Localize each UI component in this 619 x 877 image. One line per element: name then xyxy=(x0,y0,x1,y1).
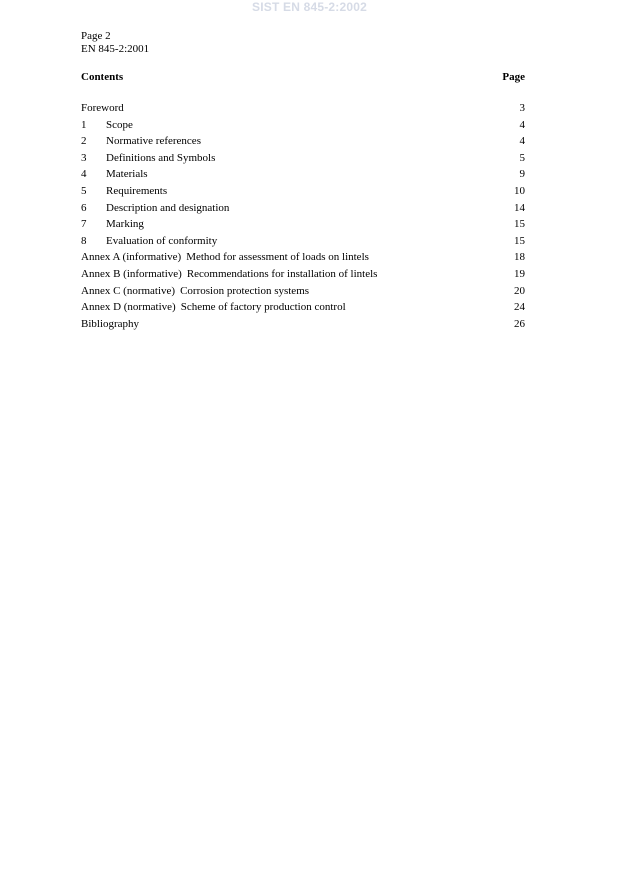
annex-label: Annex C (normative) xyxy=(81,284,176,297)
annex-label: Annex B (informative) xyxy=(81,267,182,280)
contents-title: Contents xyxy=(81,71,124,83)
toc-entry-title: Materials xyxy=(106,168,148,181)
toc-entry-title: Requirements xyxy=(106,184,168,197)
standard-id: EN 845-2:2001 xyxy=(81,43,150,55)
table-of-contents xyxy=(81,100,525,332)
toc-entry-scope[interactable] xyxy=(81,117,525,134)
toc-entry-annex-d[interactable] xyxy=(81,299,525,316)
toc-entry-number: 7 xyxy=(81,218,87,231)
toc-entry-title: Definitions and Symbols xyxy=(106,151,216,164)
toc-entry-page: 26 xyxy=(514,317,525,330)
toc-entry-page: 15 xyxy=(514,218,525,231)
annex-label: Annex A (informative) xyxy=(81,251,182,264)
contents-heading-row xyxy=(81,71,525,83)
toc-entry-evaluation[interactable] xyxy=(81,233,525,250)
toc-entry-page: 14 xyxy=(514,201,525,214)
toc-entry-page: 3 xyxy=(519,102,525,114)
toc-entry-description[interactable] xyxy=(81,200,525,217)
annex-title: Recommendations for installation of lintels xyxy=(186,267,378,280)
toc-entry-title: Description and designation xyxy=(106,201,230,214)
toc-entry-title: Marking xyxy=(106,218,144,231)
toc-entry-bibliography[interactable] xyxy=(81,316,525,333)
toc-entry-number: 5 xyxy=(81,184,87,197)
toc-entry-title: Scope xyxy=(106,118,133,131)
toc-entry-page: 5 xyxy=(519,151,525,164)
toc-entry-definitions[interactable] xyxy=(81,150,525,167)
annex-label: Annex D (normative) xyxy=(81,301,176,314)
toc-entry-page: 19 xyxy=(514,267,525,280)
toc-entry-number: 3 xyxy=(81,151,87,164)
toc-entry-page: 9 xyxy=(519,168,525,181)
toc-entry-title: Bibliography xyxy=(81,317,140,330)
toc-entry-foreword[interactable] xyxy=(81,100,525,117)
toc-entry-annex-c[interactable] xyxy=(81,283,525,300)
toc-entry-page: 20 xyxy=(514,284,525,297)
toc-entry-page: 24 xyxy=(514,301,525,314)
watermark: SIST EN 845-2:2002 xyxy=(252,0,367,14)
toc-entry-title: Foreword xyxy=(81,102,124,114)
toc-entry-number: 8 xyxy=(81,234,87,247)
toc-entry-normative-references[interactable] xyxy=(81,133,525,150)
toc-entry-number: 6 xyxy=(81,201,87,214)
annex-title: Scheme of factory production control xyxy=(180,301,346,314)
toc-entry-requirements[interactable] xyxy=(81,183,525,200)
toc-entry-title: Evaluation of conformity xyxy=(106,234,218,247)
toc-entry-page: 15 xyxy=(514,234,525,247)
annex-title: Method for assessment of loads on lintels xyxy=(186,251,369,264)
toc-entry-title: Normative references xyxy=(106,135,201,148)
page-column-heading: Page xyxy=(502,71,525,83)
annex-title: Corrosion protection systems xyxy=(180,284,310,297)
page-number: Page 2 xyxy=(81,30,111,42)
toc-entry-materials[interactable] xyxy=(81,166,525,183)
page-header xyxy=(81,30,149,56)
toc-entry-annex-a[interactable] xyxy=(81,249,525,266)
toc-entry-page: 10 xyxy=(514,184,525,197)
toc-entry-number: 4 xyxy=(81,168,87,181)
toc-entry-page: 4 xyxy=(519,118,525,131)
toc-entry-annex-b[interactable] xyxy=(81,266,525,283)
toc-entry-number: 2 xyxy=(81,135,87,148)
toc-entry-page: 18 xyxy=(514,251,525,264)
toc-entry-marking[interactable] xyxy=(81,216,525,233)
toc-entry-number: 1 xyxy=(81,118,87,131)
toc-entry-page: 4 xyxy=(519,135,525,148)
